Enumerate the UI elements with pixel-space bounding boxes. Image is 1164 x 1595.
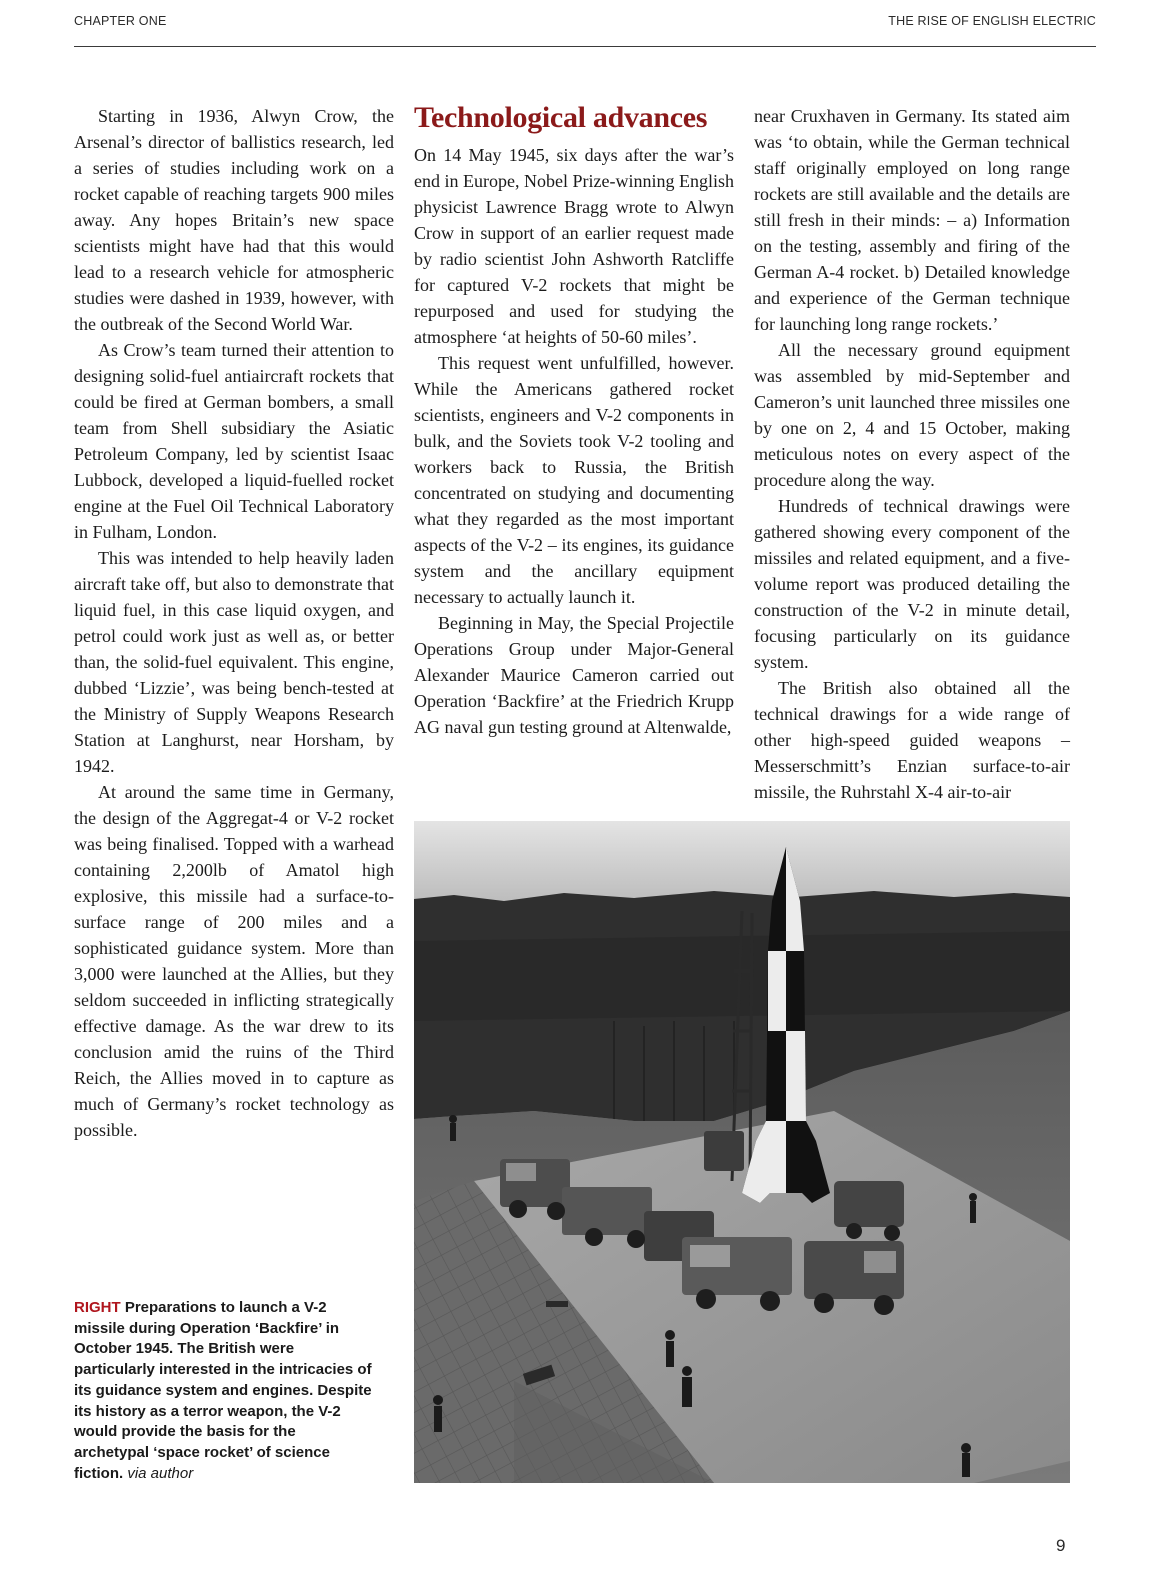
header-rule <box>74 46 1096 47</box>
v2-launch-photo <box>414 821 1070 1483</box>
photo-caption <box>74 1298 374 1484</box>
paragraph: As Crow’s team turned their attention to designing solid-fuel antiaircraft rockets that could be fired at German bombers, a small team from Shell subsidiary the Asiatic Petroleum Company, led by scientist Isaac Lubbock, developed a liquid-fuelled rocket engine at the Fuel Oil Technical Laboratory in Fulham, London. <box>74 340 394 542</box>
page-number: 9 <box>1056 1536 1066 1555</box>
caption-label: RIGHT <box>74 1299 121 1316</box>
paragraph: The British also obtained all the technical drawings for a wide range of other high-speed guided weapons – Messerschmitt’s Enzian surface-to-air missile, the Ruhrstahl X-4 air-to-air <box>754 678 1070 802</box>
paragraph: This was intended to help heavily laden aircraft take off, but also to demonstrate that liquid fuel, in this case liquid oxygen, and petrol could work just as well as, or better than, the solid-fuel equivalent. This engine, dubbed ‘Lizzie’, was being bench-tested at the Ministry of Supply Weapons Research Station at Langhurst, near Horsham, by 1942. <box>74 548 394 776</box>
paragraph: Beginning in May, the Special Projectile Operations Group under Major-General Alexander Maurice Cameron carried out Operation ‘Backfire’ at the Friedrich Krupp AG naval gun testing ground at Altenwalde, <box>414 613 734 737</box>
section-heading: Technological advances <box>414 101 708 134</box>
text-column-1 <box>74 103 394 1143</box>
paragraph: Starting in 1936, Alwyn Crow, the Arsenal’s director of ballistics research, led a series of studies including work on a rocket capable of reaching targets 900 miles away. Any hopes Britain’s new space scientists might have had that this would lead to a research vehicle for atmospheric studies were dashed in 1939, however, with the outbreak of the Second World War. <box>74 106 394 334</box>
running-title: THE RISE OF ENGLISH ELECTRIC <box>888 14 1096 28</box>
paragraph: near Cruxhaven in Germany. Its stated aim was ‘to obtain, while the German technical staff originally employed on long range rockets are still available and the details are still fresh in their minds: – a) Information on the testing, assembly and firing of the German A-4 rocket. b) Detailed knowledge and experience of the German technique for launching long range rockets.’ <box>754 106 1070 334</box>
paragraph: Hundreds of technical drawings were gathered showing every component of the missiles and related equipment, and a five-volume report was produced detailing the construction of the V-2 in minute detail, focusing particularly on its guidance system. <box>754 496 1070 672</box>
running-header <box>74 14 1096 34</box>
text-column-2 <box>414 100 734 740</box>
text-column-3 <box>754 103 1070 805</box>
chapter-label: CHAPTER ONE <box>74 14 167 28</box>
paragraph: This request went unfulfilled, however. While the Americans gathered rocket scientists, engineers and V-2 components in bulk, and the Soviets took V-2 tooling and workers back to Russia, the British concentrated on studying and documenting what they regarded as the most important aspects of the V-2 – its engines, its guidance system and the ancillary equipment necessary to actually launch it. <box>414 353 734 607</box>
paragraph: On 14 May 1945, six days after the war’s end in Europe, Nobel Prize-winning English physicist Lawrence Bragg wrote to Alwyn Crow in support of an earlier request made by radio scientist John Ashworth Ratcliffe for captured V-2 rockets that might be repurposed and used for studying the atmosphere ‘at heights of 50-60 miles’. <box>414 145 734 347</box>
caption-credit: via author <box>127 1464 194 1482</box>
paragraph: All the necessary ground equipment was assembled by mid-September and Cameron’s unit launched three missiles one by one on 2, 4 and 15 October, making meticulous notes on every aspect of the procedure along the way. <box>754 340 1070 490</box>
caption-text: Preparations to launch a V-2 missile during Operation ‘Backfire’ in October 1945. The British were particularly interested in the intricacies of its guidance system and engines. Despite its history as a terror weapon, the V-2 would provide the basis for the archetypal ‘space rocket’ of science fiction. <box>74 1299 372 1482</box>
paragraph: At around the same time in Germany, the design of the Aggregat-4 or V-2 rocket was being finalised. Topped with a warhead containing 2,200lb of Amatol high explosive, this missile had a surface-to-surface range of 200 miles and a sophisticated guidance system. More than 3,000 were launched at the Allies, but they seldom succeeded in inflicting strategically effective damage. As the war drew to its conclusion amid the ruins of the Third Reich, the Allies moved in to capture as much of Germany’s rocket technology as possible. <box>74 782 394 1140</box>
